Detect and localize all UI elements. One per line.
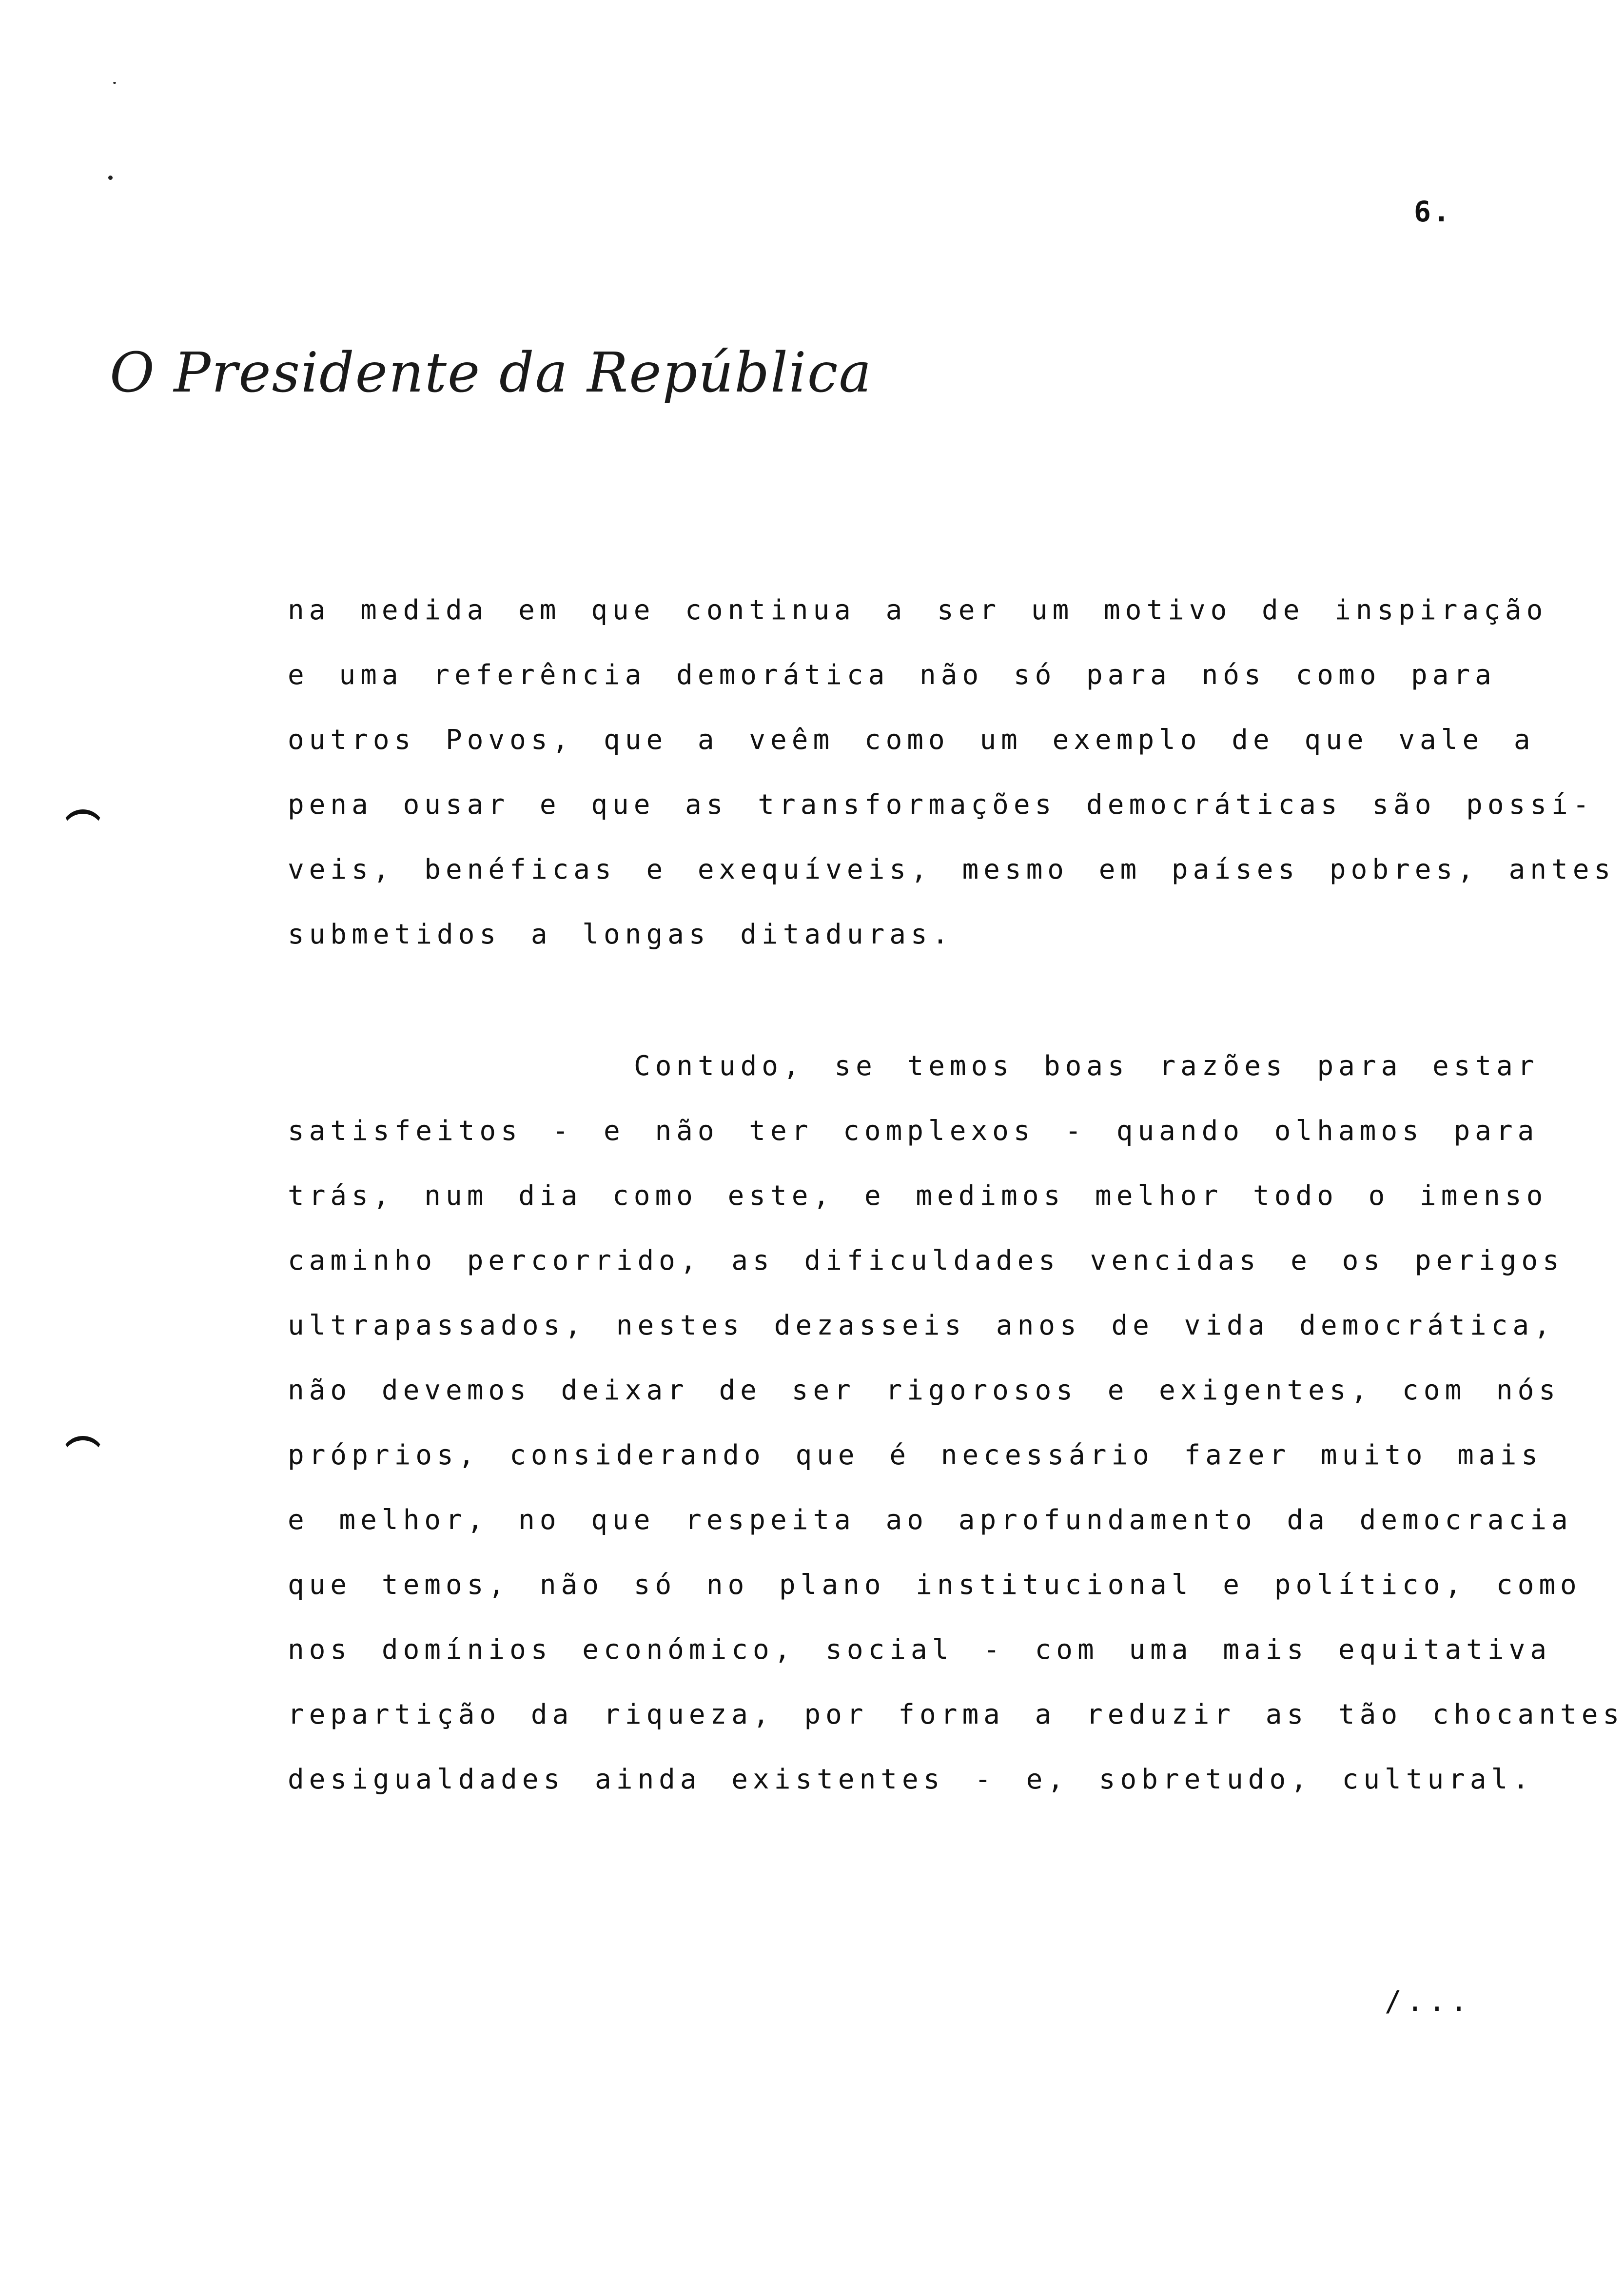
text-line: Contudo, se temos boas razões para estar [634,1050,1539,1082]
text-line: que temos, não só no plano institucional e político, como [288,1569,1582,1601]
text-line: e melhor, no que respeita ao aprofundamento da democracia [288,1504,1573,1536]
text-line: na medida em que continua a ser um motivo de inspiração [288,594,1548,626]
paragraph-1 [288,578,1616,967]
scan-speck [108,176,113,180]
text-line: caminho percorrido, as dificuldades vencidas e os perigos [288,1245,1564,1276]
text-line: pena ousar e que as transformações democráticas são possí- [288,789,1594,821]
text-line: desigualdades ainda existentes - e, sobretudo, cultural. [288,1764,1534,1795]
text-line: repartição da riqueza, por forma a reduzir as tão chocantes [288,1699,1624,1730]
text-line: satisfeitos - e não ter complexos - quando olhamos para [288,1115,1539,1147]
text-line: e uma referência demorática não só para nós como para [288,659,1496,691]
continuation-mark: /... [1385,1984,1472,2018]
scan-speck [113,82,116,84]
paragraph-2 [288,1034,1624,1812]
text-line: veis, benéficas e exequíveis, mesmo em países pobres, antes [288,854,1616,885]
text-line: outros Povos, que a veêm como um exemplo de que vale a [288,724,1535,756]
punch-hole-mark [61,809,105,853]
text-line: trás, num dia como este, e medimos melhor todo o imenso [288,1180,1548,1212]
text-line: submetidos a longas ditaduras. [288,919,954,950]
punch-hole-mark [61,1436,105,1480]
page-number: 6. [1414,195,1452,228]
letterhead: O Presidente da República [110,341,873,405]
text-line: não devemos deixar de ser rigorosos e exigentes, com nós [288,1375,1561,1406]
text-line: ultrapassados, nestes dezasseis anos de vida democrática, [288,1310,1555,1341]
text-line: nos domínios económico, social - com uma mais equitativa [288,1634,1552,1666]
text-line: próprios, considerando que é necessário fazer muito mais [288,1439,1543,1471]
